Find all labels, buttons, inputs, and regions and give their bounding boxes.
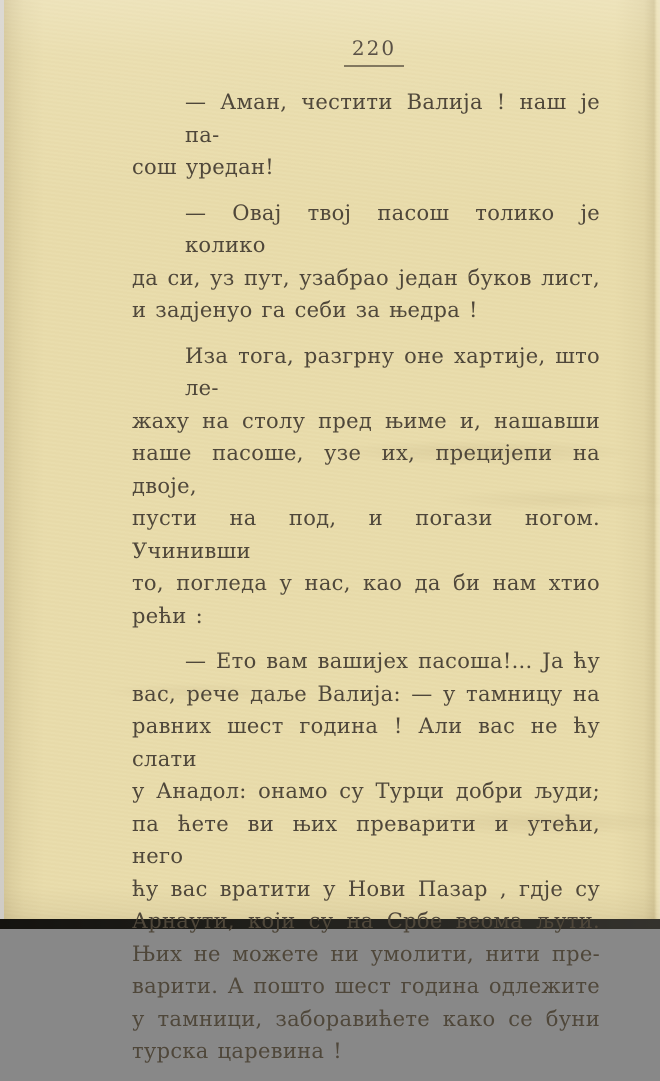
text-line: равних шест година ! Али вас не ћу слати xyxy=(132,714,600,771)
text-line: и задјенуо га себи за њедра ! xyxy=(132,298,478,322)
text-line: рећи : xyxy=(132,603,203,628)
text-line: варити. А пошто шест година одлежите xyxy=(132,974,600,998)
page-number xyxy=(140,36,608,67)
paragraph xyxy=(132,645,600,1068)
text-line: жаху на столу пред њиме и, нашавши xyxy=(132,408,600,433)
text-line: наше пасоше, узе их, прецијепи на двоје, xyxy=(132,441,600,498)
text-line: Иза тога, разгрну оне хартије, што ле- xyxy=(185,343,600,400)
paragraph xyxy=(132,86,600,184)
text-line: Њих не можете ни умолити, нити пре- xyxy=(132,941,600,966)
scan-left-edge xyxy=(0,0,4,929)
text-line: турска царевина ! xyxy=(132,1039,342,1063)
text-block xyxy=(132,86,600,1081)
text-line: сош уредан! xyxy=(132,155,275,179)
paragraph xyxy=(132,197,600,327)
paragraph xyxy=(132,340,600,633)
text-line: пусти на под, и погази ногом. Учинивши xyxy=(132,506,600,563)
text-line: у тамници, заборавићете како се буни xyxy=(132,1006,600,1031)
text-line: — Овај твој пасош толико је колико xyxy=(185,200,600,257)
text-line: то, погледа у нас, као да би нам хтио xyxy=(132,571,600,595)
text-line: па ћете ви њих преварити и утећи, него xyxy=(132,811,600,868)
text-line: у Анадол: онамо су Турци добри људи; xyxy=(132,779,600,803)
text-line: — Аман, честити Валија ! наш је па- xyxy=(185,90,600,147)
text-line: вас, рече даље Валија: — у тамницу на xyxy=(132,681,600,706)
text-line: — Ето вам вашијех пасоша!... Ја ћу xyxy=(185,649,600,673)
text-line: Арнаути, који су на Србе веома љути. xyxy=(132,909,600,933)
text-line: да си, уз пут, узабрао један буков лист, xyxy=(132,265,600,290)
text-line: ћу вас вратити у Нови Пазар , гдје су xyxy=(132,876,600,901)
page-number-value: 220 xyxy=(344,36,404,67)
